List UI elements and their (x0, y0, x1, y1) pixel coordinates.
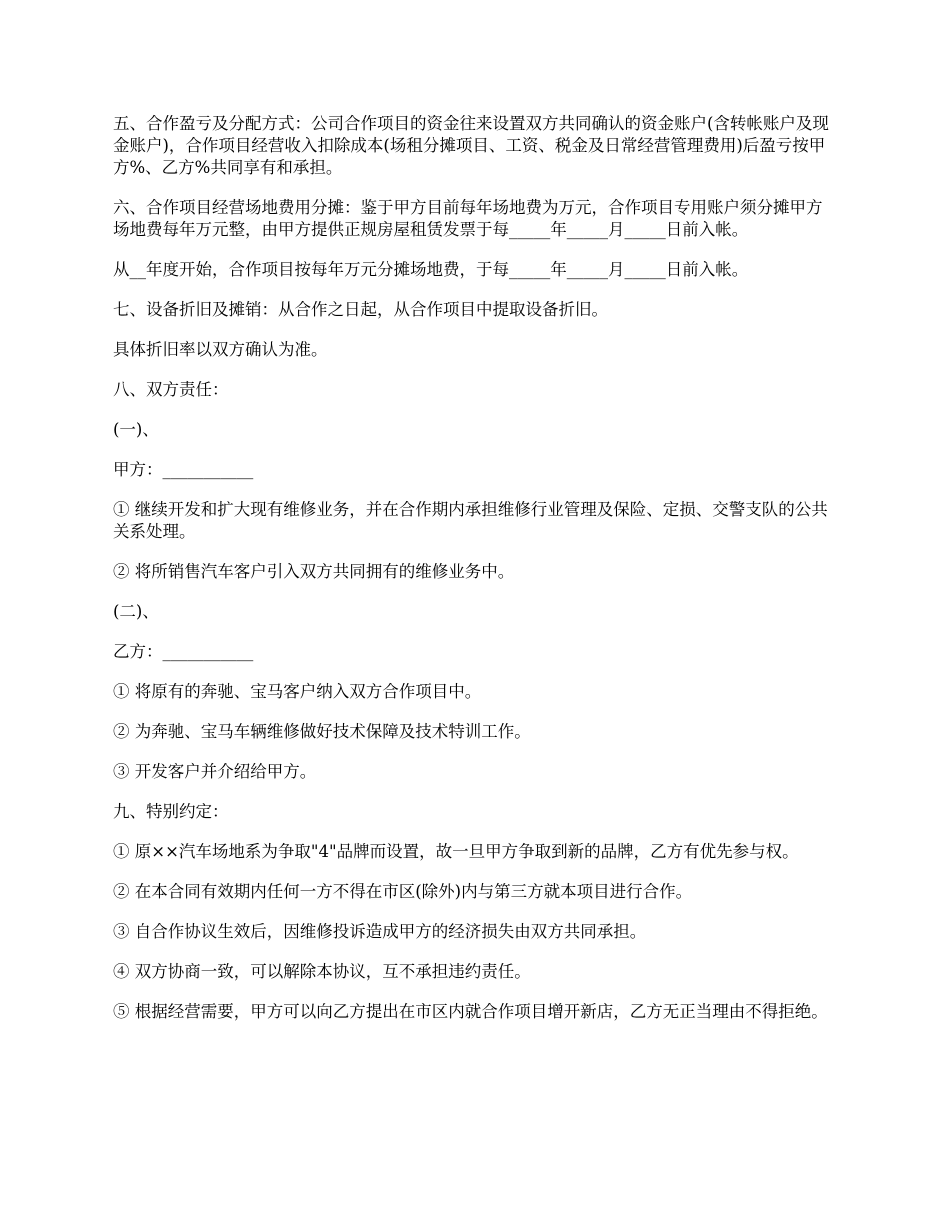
party-b-line: 乙方：___________ (113, 642, 254, 661)
special-term-1: ① 原××汽车场地系为争取"4"品牌而设置，故一旦甲方争取到新的品牌，乙方有优先参与权。 (113, 842, 799, 861)
section-7-depreciation: 七、设备折旧及摊销：从合作之日起，从合作项目中提取设备折旧。 (113, 300, 608, 319)
depreciation-rate-clause: 具体折旧率以双方确认为准。 (113, 340, 328, 359)
subsection-2-heading: (二)、 (113, 602, 159, 621)
party-a-line: 甲方：___________ (113, 460, 254, 479)
party-b-duty-2: ② 为奔驰、宝马车辆维修做好技术保障及技术特训工作。 (113, 722, 531, 741)
special-term-3: ③ 自合作协议生效后，因维修投诉造成甲方的经济损失由双方共同承担。 (113, 922, 647, 941)
section-9-special-terms-heading: 九、特别约定： (113, 802, 229, 821)
document-body (113, 113, 838, 1041)
party-b-duty-3: ③ 开发客户并介绍给甲方。 (113, 762, 317, 781)
special-term-4: ④ 双方协商一致，可以解除本协议，互不承担违约责任。 (113, 962, 531, 981)
party-a-duty-1: ① 继续开发和扩大现有维修业务，并在合作期内承担维修行业管理及保险、定损、交警支队的公共关系处理。 (113, 500, 828, 541)
subsection-1-heading: (一)、 (113, 420, 159, 439)
special-term-2: ② 在本合同有效期内任何一方不得在市区(除外)内与第三方就本项目进行合作。 (113, 882, 693, 901)
section-8-responsibilities-heading: 八、双方责任： (113, 380, 229, 399)
special-term-5: ⑤ 根据经营需要，甲方可以向乙方提出在市区内就合作项目增开新店，乙方无正当理由不得拒绝。 (113, 1002, 828, 1021)
party-b-duty-1: ① 将原有的奔驰、宝马客户纳入双方合作项目中。 (113, 682, 482, 701)
party-a-duty-2: ② 将所销售汽车客户引入双方共同拥有的维修业务中。 (113, 562, 515, 581)
site-fee-annual-clause: 从__年度开始，合作项目按每年万元分摊场地费，于每_____年_____月_____日前入帐。 (113, 260, 749, 279)
section-5-profit-distribution: 五、合作盈亏及分配方式：公司合作项目的资金往来设置双方共同确认的资金账户(含转帐账户及现金账户)，合作项目经营收入扣除成本(场租分摊项目、工资、税金及日常经营管理费用)后盈亏按甲方%、乙方%共同享有和承担。 (113, 114, 829, 177)
section-6-site-fee-allocation: 六、合作项目经营场地费用分摊：鉴于甲方目前每年场地费为万元，合作项目专用账户须分摊甲方场地费每年万元整，由甲方提供正规房屋租赁发票于每_____年_____月_____日前入帐。 (113, 198, 823, 239)
